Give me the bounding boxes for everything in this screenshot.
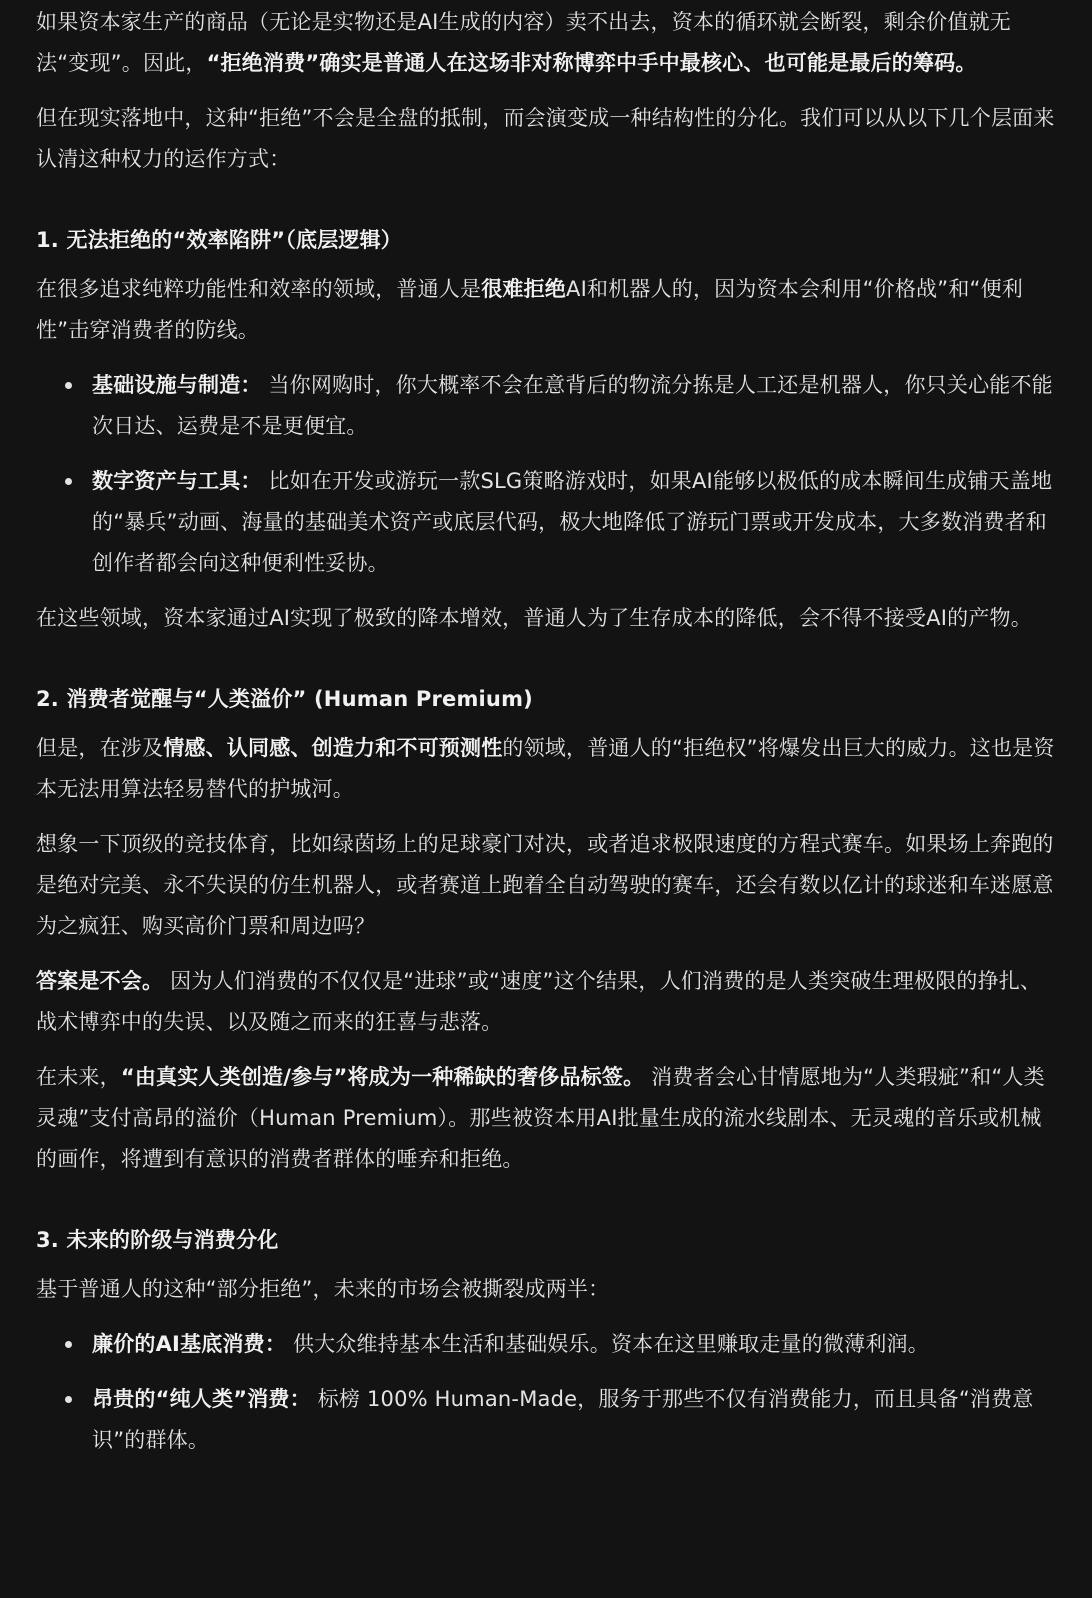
- answer-text: 因为人们消费的不仅仅是“进球”或“速度”这个结果，人们消费的是人类突破生理极限的挣扎、战术博弈中的失误、以及随之而来的狂喜与悲落。: [36, 969, 1042, 1034]
- list-item: [92, 1324, 1058, 1365]
- future-text-a: 在未来，: [36, 1065, 121, 1089]
- list-item-label: 数字资产与工具：: [92, 469, 262, 493]
- section-2-emphasis: 情感、认同感、创造力和不可预测性: [163, 736, 503, 760]
- section-3-list: [36, 1324, 1058, 1461]
- section-1-conclusion: 在这些领域，资本家通过AI实现了极致的降本增效，普通人为了生存成本的降低，会不得不接受AI的产物。: [36, 606, 1032, 630]
- section-1-heading: 1. 无法拒绝的“效率陷阱”（底层逻辑）: [36, 228, 403, 252]
- list-item-label: 基础设施与制造：: [92, 373, 262, 397]
- section-2-paragraph-4: [36, 1057, 1058, 1180]
- section-2-text-a: 但是，在涉及: [36, 736, 164, 760]
- section-3-heading: 3. 未来的阶级与消费分化: [36, 1228, 279, 1252]
- intro-text: 如果资本家生产的商品（无论是实物还是AI生成的内容）卖不出去，资本的循环就会断裂，剩余价值就无法“变现”。因此，: [36, 10, 1011, 75]
- list-item: [92, 461, 1058, 584]
- section-1-emphasis: 很难拒绝: [481, 277, 567, 301]
- list-item-text: 供大众维持基本生活和基础娱乐。资本在这里赚取走量的微薄利润。: [286, 1332, 929, 1356]
- future-emphasis: “由真实人类创造/参与”将成为一种稀缺的奢侈品标签。: [120, 1065, 645, 1089]
- section-1-text-a: 在很多追求纯粹功能性和效率的领域，普通人是: [36, 277, 482, 301]
- section-2-text-b: 的领域，普通人的“拒绝权”将爆发出巨大的威力。这也是资本无法用算法轻易替代的护城河。: [36, 736, 1055, 801]
- section-1-list: [36, 365, 1058, 584]
- section-2-paragraph-3: [36, 961, 1058, 1043]
- list-item: [92, 1379, 1058, 1461]
- list-item: [92, 365, 1058, 447]
- intro-emphasis: “拒绝消费”确实是普通人在这场非对称博弈中手中最核心、也可能是最后的筹码。: [206, 51, 977, 75]
- section-2-paragraph-1: [36, 728, 1058, 810]
- list-item-text: 比如在开发或游玩一款SLG策略游戏时，如果AI能够以极低的成本瞬间生成铺天盖地的“暴兵”动画、海量的基础美术资产或底层代码，极大地降低了游玩门票或开发成本，大多数消费者和创作者都会向这种便利性妥协。: [92, 469, 1053, 575]
- answer-emphasis: 答案是不会。: [36, 969, 164, 993]
- section-3-paragraph: 基于普通人的这种“部分拒绝”，未来的市场会被撕裂成两半：: [36, 1277, 610, 1301]
- section-1-text-b: AI和机器人的，因为资本会利用“价格战”和“便利性”击穿消费者的防线。: [36, 277, 1024, 342]
- list-item-text: 标榜 100% Human-Made，服务于那些不仅有消费能力，而且具备“消费意识”的群体。: [92, 1387, 1034, 1452]
- intro-paragraph: [36, 2, 1058, 84]
- list-item-label: 昂贵的“纯人类”消费：: [92, 1387, 311, 1411]
- future-text-b: 消费者会心甘情愿地为“人类瑕疵”和“人类灵魂”支付高昂的溢价（Human Premium）。那些被资本用AI批量生成的流水线剧本、无灵魂的音乐或机械的画作，将遭到有意识的消费者群体的唾弃和拒绝。: [36, 1065, 1045, 1171]
- section-1-paragraph: [36, 269, 1058, 351]
- section-2-heading: 2. 消费者觉醒与“人类溢价” (Human Premium): [36, 687, 533, 711]
- transition-paragraph: 但在现实落地中，这种“拒绝”不会是全盘的抵制，而会演变成一种结构性的分化。我们可以从以下几个层面来认清这种权力的运作方式：: [36, 106, 1055, 171]
- list-item-text: 当你网购时，你大概率不会在意背后的物流分拣是人工还是机器人，你只关心能不能次日达、运费是不是更便宜。: [92, 373, 1053, 438]
- list-item-label: 廉价的AI基底消费：: [92, 1332, 287, 1356]
- section-2-paragraph-2: 想象一下顶级的竞技体育，比如绿茵场上的足球豪门对决，或者追求极限速度的方程式赛车。如果场上奔跑的是绝对完美、永不失误的仿生机器人，或者赛道上跑着全自动驾驶的赛车，还会有数以亿计的球迷和车迷愿意为之疯狂、购买高价门票和周边吗？: [36, 832, 1054, 938]
